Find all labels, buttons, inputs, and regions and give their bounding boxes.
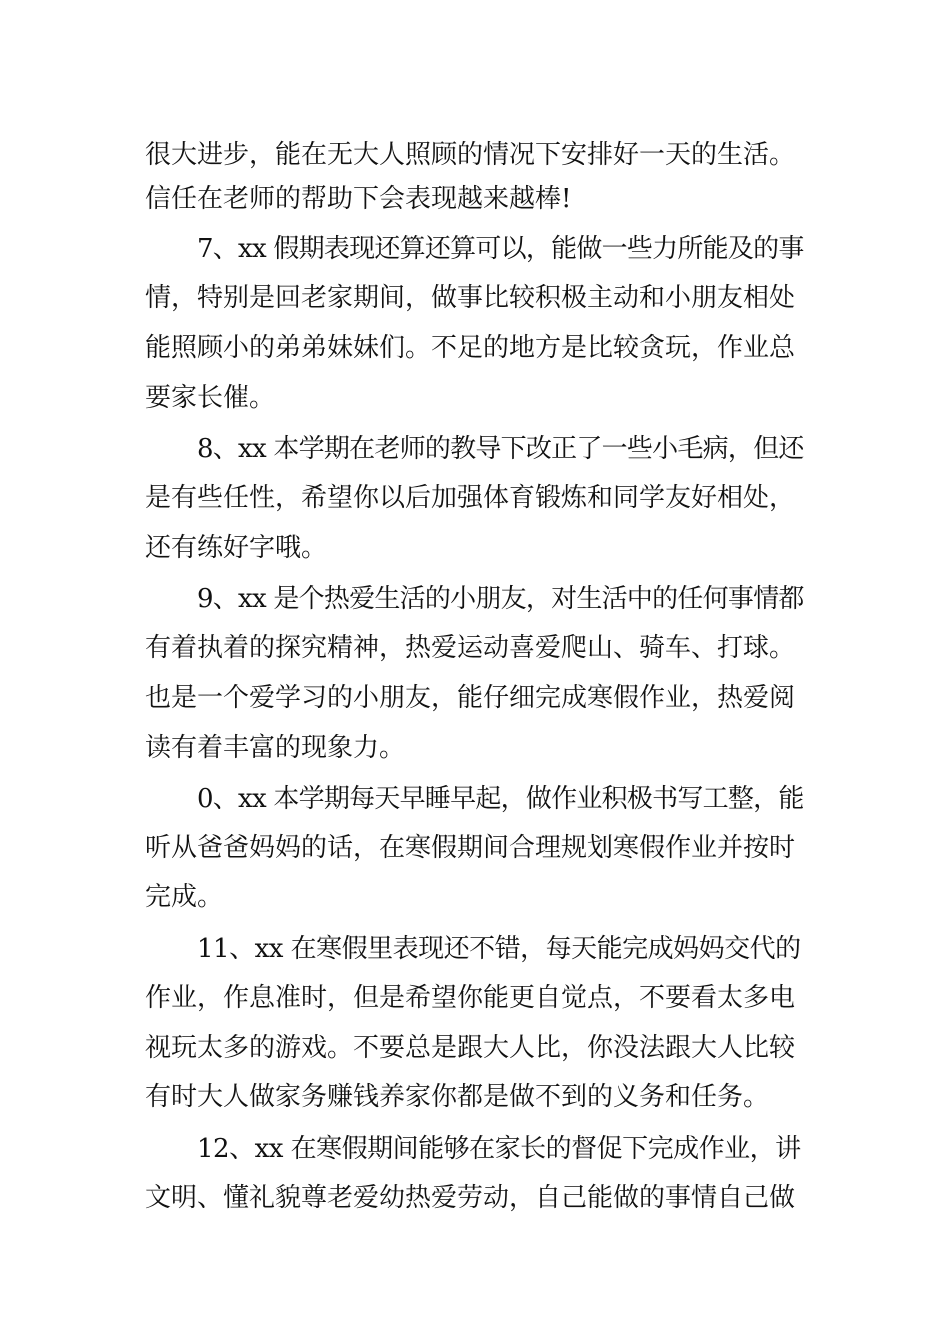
paragraph-line: 要家长催。 <box>145 383 276 413</box>
paragraph-line: 听从爸爸妈妈的话，在寒假期间合理规划寒假作业并按时 <box>145 833 796 863</box>
paragraph-line: 还有练好字哦。 <box>145 533 328 563</box>
paragraph-line: 视玩太多的游戏。不要总是跟大人比，你没法跟大人比较 <box>145 1033 796 1063</box>
paragraph-line: 有时大人做家务赚钱养家你都是做不到的义务和任务。 <box>145 1082 770 1112</box>
paragraph-line: 8、xx 本学期在老师的教导下改正了一些小毛病，但还 <box>197 434 804 464</box>
paragraph-line: 文明、懂礼貌尊老爱幼热爱劳动，自己能做的事情自己做 <box>145 1183 796 1213</box>
paragraph-line: 9、xx 是个热爱生活的小朋友，对生活中的任何事情都 <box>197 584 804 614</box>
paragraph-line: 0、xx 本学期每天早睡早起，做作业积极书写工整，能 <box>197 784 804 814</box>
paragraph-line: 有着执着的探究精神，热爱运动喜爱爬山、骑车、打球。 <box>145 633 796 663</box>
paragraph-line: 情，特别是回老家期间，做事比较积极主动和小朋友相处 <box>145 283 796 313</box>
paragraph-line: 是有些任性，希望你以后加强体育锻炼和同学友好相处， <box>145 483 796 513</box>
paragraph-line: 信任在老师的帮助下会表现越来越棒! <box>145 184 572 214</box>
paragraph-line: 也是一个爱学习的小朋友，能仔细完成寒假作业，热爱阅 <box>145 683 796 713</box>
paragraph-line: 能照顾小的弟弟妹妹们。不足的地方是比较贪玩，作业总 <box>145 333 796 363</box>
paragraph-line: 11、xx 在寒假里表现还不错，每天能完成妈妈交代的 <box>197 934 801 964</box>
paragraph-line: 作业，作息准时，但是希望你能更自觉点，不要看太多电 <box>145 983 796 1013</box>
paragraph-line: 完成。 <box>145 882 224 912</box>
paragraph-line: 很大进步，能在无大人照顾的情况下安排好一天的生活。 <box>145 140 796 170</box>
paragraph-line: 12、xx 在寒假期间能够在家长的督促下完成作业，讲 <box>197 1134 801 1164</box>
paragraph-line: 7、xx 假期表现还算还算可以，能做一些力所能及的事 <box>197 234 804 264</box>
paragraph-line: 读有着丰富的现象力。 <box>145 733 406 763</box>
